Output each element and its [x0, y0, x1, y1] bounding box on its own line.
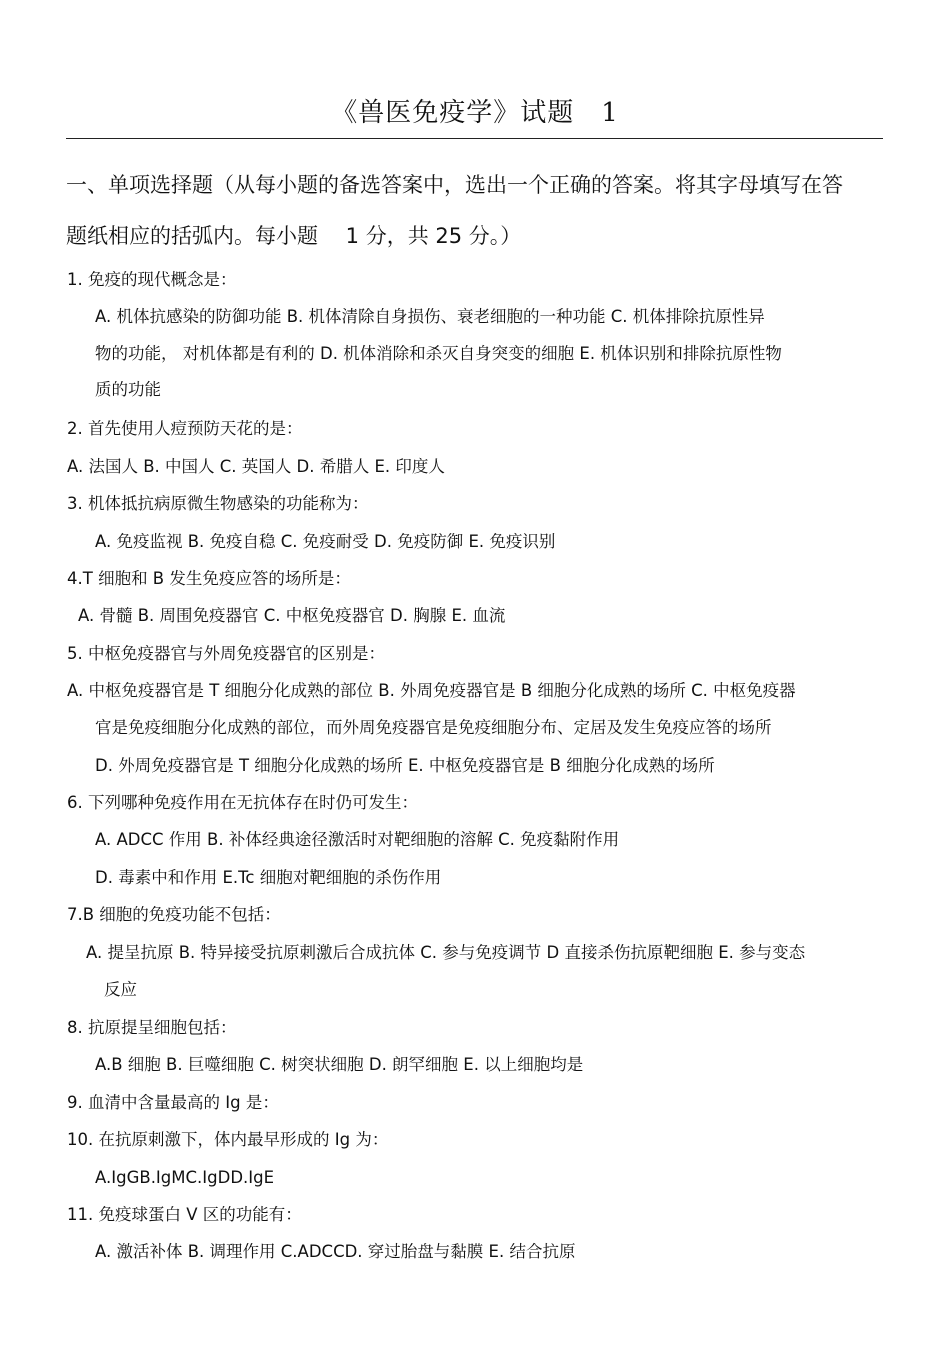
page-title: 《兽医免疫学》试题 1: [331, 98, 619, 128]
question-4: 4.T 细胞和 B 发生免疫应答的场所是：: [67, 569, 351, 588]
question-10-options: A.IgGB.IgMC.IgDD.IgE: [95, 1168, 275, 1187]
question-8-options: A.B 细胞 B. 巨噬细胞 C. 树突状细胞 D. 朗罕细胞 E. 以上细胞均是: [95, 1055, 584, 1074]
question-11: 11. 免疫球蛋白 V 区的功能有：: [67, 1205, 302, 1224]
question-5-options-cont: 官是免疫细胞分化成熟的部位，而外周免疫器官是免疫细胞分布、定居及发生免疫应答的场所: [95, 718, 772, 737]
question-1: 1. 免疫的现代概念是：: [67, 270, 237, 289]
section-heading-cont: 题纸相应的括弧内。每小题 1 分，共 25 分。）: [66, 224, 522, 248]
question-7-options: A. 提呈抗原 B. 特异接受抗原刺激后合成抗体 C. 参与免疫调节 D 直接杀伤抗原靶细胞 E. 参与变态: [86, 943, 806, 962]
question-6-options-cont: D. 毒素中和作用 E.Tc 细胞对靶细胞的杀伤作用: [95, 868, 442, 887]
question-9: 9. 血清中含量最高的 Ig 是：: [67, 1093, 279, 1112]
question-8: 8. 抗原提呈细胞包括：: [67, 1018, 237, 1037]
question-5-options-cont: D. 外周免疫器官是 T 细胞分化成熟的场所 E. 中枢免疫器官是 B 细胞分化成熟的场所: [95, 756, 715, 775]
question-7-options-cont: 反应: [104, 980, 137, 999]
question-5-options: A. 中枢免疫器官是 T 细胞分化成熟的部位 B. 外周免疫器官是 B 细胞分化成熟的场所 C. 中枢免疫器: [67, 681, 796, 700]
section-heading: 一、单项选择题（从每小题的备选答案中，选出一个正确的答案。将其字母填写在答: [66, 173, 843, 197]
question-2-options: A. 法国人 B. 中国人 C. 英国人 D. 希腊人 E. 印度人: [67, 457, 445, 476]
question-10: 10. 在抗原刺激下，体内最早形成的 Ig 为：: [67, 1130, 389, 1149]
question-3: 3. 机体抵抗病原微生物感染的功能称为：: [67, 494, 369, 513]
question-2: 2. 首先使用人痘预防天花的是：: [67, 419, 303, 438]
question-3-options: A. 免疫监视 B. 免疫自稳 C. 免疫耐受 D. 免疫防御 E. 免疫识别: [95, 532, 556, 551]
question-1-options-cont: 质的功能: [95, 380, 161, 399]
title-divider: [66, 138, 883, 139]
question-5: 5. 中枢免疫器官与外周免疫器官的区别是：: [67, 644, 385, 663]
question-1-options-cont: 物的功能， 对机体都是有利的 D. 机体消除和杀灭自身突变的细胞 E. 机体识别和排除抗原性物: [95, 344, 782, 363]
question-1-options: A. 机体抗感染的防御功能 B. 机体清除自身损伤、衰老细胞的一种功能 C. 机体排除抗原性异: [95, 307, 765, 326]
question-4-options: A. 骨髓 B. 周围免疫器官 C. 中枢免疫器官 D. 胸腺 E. 血流: [78, 606, 506, 625]
question-7: 7.B 细胞的免疫功能不包括：: [67, 905, 281, 924]
question-6-options: A. ADCC 作用 B. 补体经典途径激活时对靶细胞的溶解 C. 免疫黏附作用: [95, 830, 620, 849]
question-11-options: A. 激活补体 B. 调理作用 C.ADCCD. 穿过胎盘与黏膜 E. 结合抗原: [95, 1242, 576, 1261]
question-6: 6. 下列哪种免疫作用在无抗体存在时仍可发生：: [67, 793, 418, 812]
